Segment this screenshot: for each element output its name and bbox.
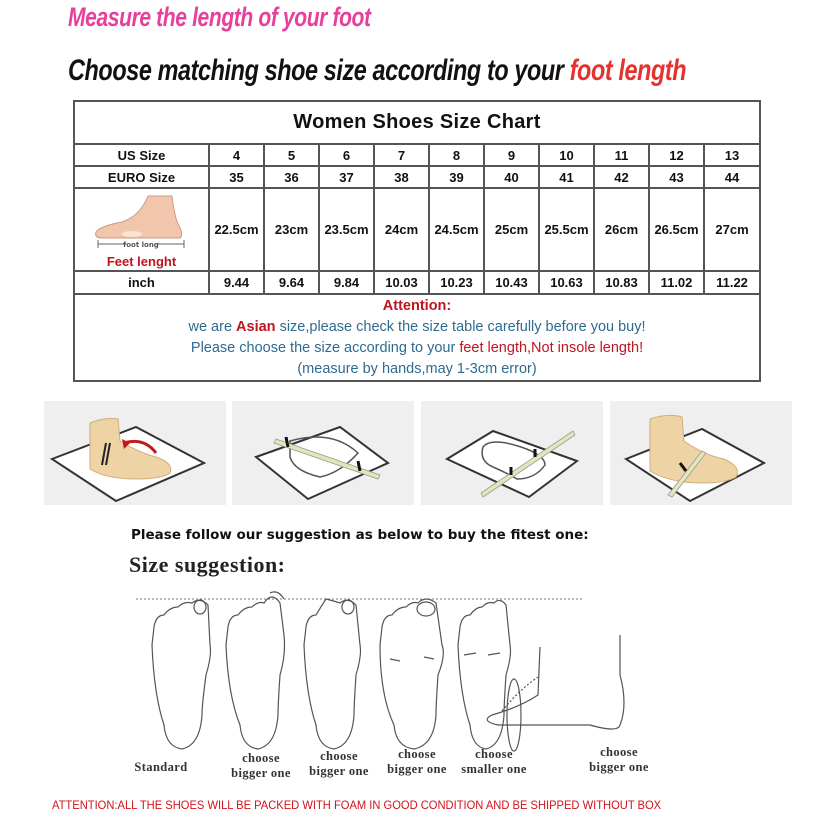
table-cell: 40 xyxy=(484,166,539,188)
table-cell: 39 xyxy=(429,166,484,188)
table-cell: 23.5cm xyxy=(319,188,374,271)
table-cell: 24.5cm xyxy=(429,188,484,271)
table-cell: 11.22 xyxy=(704,271,760,294)
feet-length-row xyxy=(74,188,760,271)
foot-width-ruler-icon xyxy=(610,401,792,505)
measure-steps xyxy=(44,401,790,505)
high-instep-foot-icon xyxy=(487,635,624,729)
attention-title: Attention: xyxy=(382,298,452,314)
table-cell: 22.5cm xyxy=(209,188,264,271)
table-cell: 26cm xyxy=(594,188,649,271)
measure-step-3 xyxy=(421,401,603,505)
table-cell: 42 xyxy=(594,166,649,188)
shipping-notice: ATTENTION:ALL THE SHOES WILL BE PACKED WITH FOAM IN GOOD CONDITION AND BE SHIPPED WITHOUT BOX xyxy=(52,798,662,812)
foot-caption-2: choose bigger one xyxy=(231,751,291,780)
ruler-diagonal-foot-icon xyxy=(421,401,603,505)
table-cell: 9.44 xyxy=(209,271,264,294)
row-label: US Size xyxy=(74,144,209,166)
table-cell: 6 xyxy=(319,144,374,166)
table-cell: 10.63 xyxy=(539,271,594,294)
us-size-row xyxy=(74,144,760,166)
row-label: inch xyxy=(74,271,209,294)
table-cell: 9.84 xyxy=(319,271,374,294)
table-cell: 10 xyxy=(539,144,594,166)
table-cell: 9 xyxy=(484,144,539,166)
page-subtitle xyxy=(68,54,686,88)
side-foot-icon xyxy=(92,194,192,252)
row-label: EURO Size xyxy=(74,166,209,188)
page-title: Measure the length of your foot xyxy=(68,2,371,32)
foot-on-paper-icon xyxy=(44,401,226,505)
table-cell: 44 xyxy=(704,166,760,188)
ruler-across-foot-icon xyxy=(232,401,414,505)
table-cell: 10.23 xyxy=(429,271,484,294)
attention-line-2: Please choose the size according to your feet length,Not insole length! xyxy=(190,340,644,356)
table-cell: 38 xyxy=(374,166,429,188)
table-cell: 41 xyxy=(539,166,594,188)
table-cell: 11 xyxy=(594,144,649,166)
table-cell: 4 xyxy=(209,144,264,166)
wide-foot-icon xyxy=(380,599,443,749)
row-label: Feet lenght xyxy=(106,254,177,269)
feet-length-label-cell xyxy=(74,188,209,271)
euro-size-row xyxy=(74,166,760,188)
attention-box xyxy=(74,294,760,381)
subtitle-highlight: foot length xyxy=(569,54,687,87)
measure-step-2 xyxy=(232,401,414,505)
table-cell: 24cm xyxy=(374,188,429,271)
table-cell: 9.64 xyxy=(264,271,319,294)
measure-step-1 xyxy=(44,401,226,505)
foot-caption-1: Standard xyxy=(134,760,188,774)
table-cell: 13 xyxy=(704,144,760,166)
size-chart-title: Women Shoes Size Chart xyxy=(74,101,760,144)
table-cell: 35 xyxy=(209,166,264,188)
standard-foot-icon xyxy=(152,600,211,749)
attention-line-1: we are Asian size,please check the size table carefully before you buy! xyxy=(188,319,646,335)
table-cell: 11.02 xyxy=(649,271,704,294)
suggestion-title: Size suggestion: xyxy=(129,552,286,577)
foot-caption-3: choose bigger one xyxy=(309,749,369,778)
table-cell: 10.43 xyxy=(484,271,539,294)
size-suggestion-figures xyxy=(120,585,720,785)
subtitle-text: Choose matching shoe size according to your xyxy=(68,54,570,87)
table-cell: 23cm xyxy=(264,188,319,271)
foot-caption-6: choose bigger one xyxy=(589,745,649,774)
table-cell: 36 xyxy=(264,166,319,188)
suggestion-intro: Please follow our suggestion as below to buy the fitest one: xyxy=(131,527,589,543)
foot-caption-4: choose bigger one xyxy=(387,747,447,776)
attention-line-3: (measure by hands,may 1-3cm error) xyxy=(297,361,537,377)
table-cell: 10.83 xyxy=(594,271,649,294)
table-cell: 26.5cm xyxy=(649,188,704,271)
table-cell: 27cm xyxy=(704,188,760,271)
table-cell: 10.03 xyxy=(374,271,429,294)
table-cell: 8 xyxy=(429,144,484,166)
long-second-toe-foot-icon xyxy=(304,599,361,749)
narrow-foot-icon xyxy=(458,600,511,749)
measure-step-4 xyxy=(610,401,792,505)
table-cell: 12 xyxy=(649,144,704,166)
table-cell: 25cm xyxy=(484,188,539,271)
table-cell: 43 xyxy=(649,166,704,188)
table-cell: 25.5cm xyxy=(539,188,594,271)
table-cell: 7 xyxy=(374,144,429,166)
foot-image-caption: foot long xyxy=(122,241,159,249)
inch-row xyxy=(74,271,760,294)
table-cell: 5 xyxy=(264,144,319,166)
long-big-toe-foot-icon xyxy=(226,597,285,749)
table-cell: 37 xyxy=(319,166,374,188)
foot-caption-5: choose smaller one xyxy=(461,747,527,776)
size-chart-table xyxy=(73,100,761,382)
